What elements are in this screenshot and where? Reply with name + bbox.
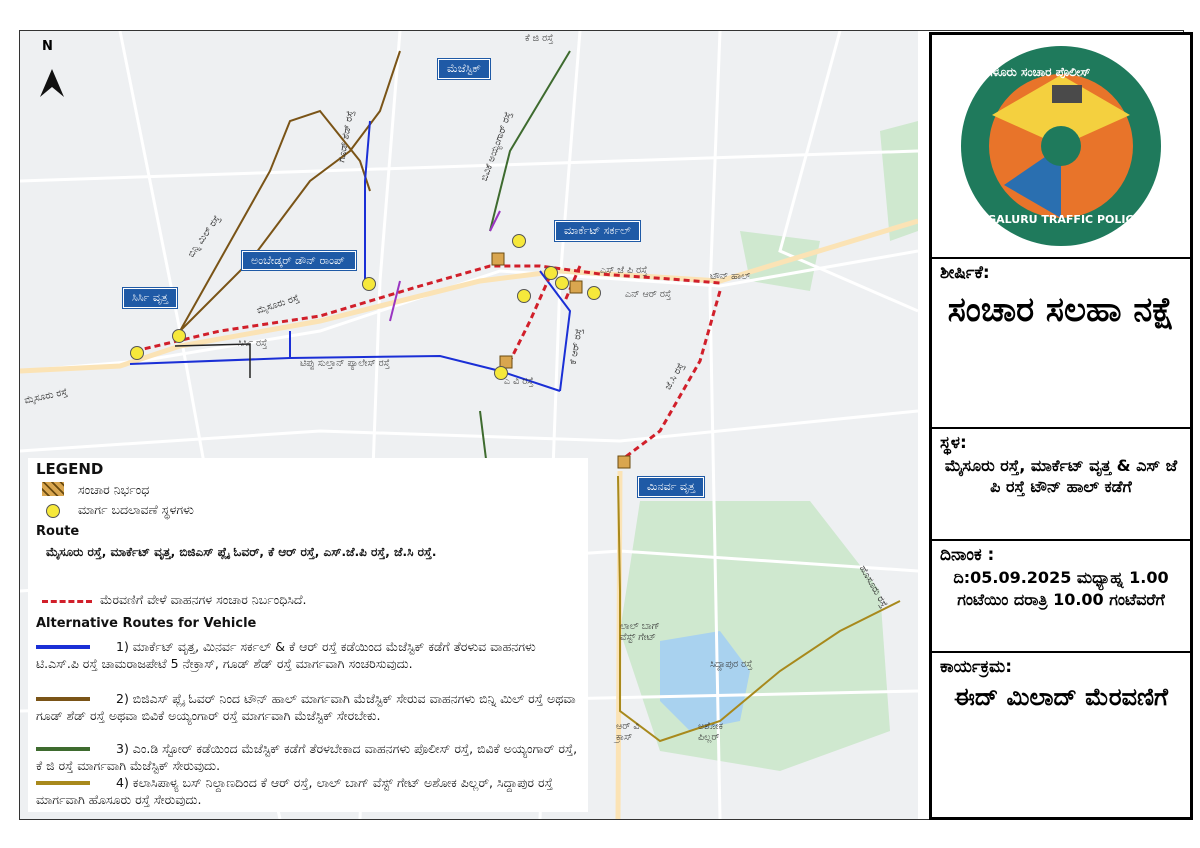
diversion-point[interactable]: [555, 276, 569, 290]
route-heading: Route: [36, 524, 80, 539]
legend: [28, 458, 588, 812]
route-text: ಮೈಸೂರು ರಸ್ತೆ, ಮಾರ್ಕೆಟ್ ವೃತ್ತ, ಬಿಜಿಎಸ್ ಪ್ಲೈ ಓವರ್, ಕೆ ಆರ್ ರಸ್ತೆ, ಎಸ್.ಜೆ.ಪಿ ರಸ್ತೆ, ಜೆ.ಸಿ ರಸ್ತೆ.: [46, 545, 437, 559]
legend-diversion: ಮಾರ್ಗ ಬದಲಾವಣೆ ಸ್ಥಳಗಳು: [78, 502, 194, 517]
callout-minerva[interactable]: ಮಿನರ್ವ ವೃತ್ತ: [638, 477, 704, 497]
alt-heading: Alternative Routes for Vehicle: [36, 616, 257, 631]
diversion-point[interactable]: [362, 277, 376, 291]
label-kr-road: ಕೆ ಆರ್ ರಸ್ತೆ: [567, 327, 585, 366]
event-value: ಈದ್ ಮಿಲಾದ್ ಮೆರವಣಿಗೆ: [954, 683, 1168, 711]
logo-text-top: ಬೆಂಗಳೂರು ಸಂಚಾರ ಪೊಲೀಸ್: [972, 65, 1091, 79]
label-sjp-road: ಎಸ್ ಜೆ ಪಿ ರಸ್ತೆ: [600, 265, 648, 276]
title-value: ಸಂಚಾರ ಸಲಹಾ ನಕ್ಷೆ: [947, 290, 1175, 330]
diversion-point[interactable]: [517, 289, 531, 303]
label-binny: ಬಿನ್ನಿ ಮಿಲ್ ರಸ್ತೆ: [185, 213, 223, 260]
label-mysuru-road: ಮೈಸೂರು ರಸ್ತೆ: [255, 292, 301, 317]
label-jc-road: ಜೆ.ಸಿ ರಸ್ತೆ: [662, 361, 687, 392]
logo-text-bottom: BENGALURU TRAFFIC POLICE: [962, 213, 1142, 226]
alt-route-item-2: 2) ಬಿಜಿಎಸ್ ಪ್ಲೈ ಓವರ್ ನಿಂದ ಟೌನ್ ಹಾಲ್ ಮಾರ್ಗವಾಗಿ ಮೆಜೆಸ್ಟಿಕ್ ಸೇರುವ ವಾಹನಗಳು ಬಿನ್ನಿ ಮಿಲ್ ರಸ್ತೆ ಅಥವಾ ಗೂಡ್ ಶೆಡ್ ರಸ್ತೆ ಅಥವಾ ಬಿವಿಕೆ ಅಯ್ಯಂಗಾರ್ ರಸ್ತೆ ಮಾರ್ಗವಾಗಿ ಮೆಜೆಸ್ಟಿಕ್ ಸೇರಬೇಕು.: [36, 691, 576, 723]
label-ashoka-pillar: ಅಶೋಕ ಪಿಲ್ಲರ್: [698, 721, 723, 743]
place-value: ಮೈಸೂರು ರಸ್ತೆ, ಮಾರ್ಕೆಟ್ ವೃತ್ತ & ಎಸ್ ಜೆ ಪಿ ರಸ್ತೆ ಟೌನ್ ಹಾಲ್ ಕಡೆಗೆ: [944, 456, 1178, 496]
callout-market-circle[interactable]: ಮಾರ್ಕೆಟ್ ಸರ್ಕಲ್: [555, 221, 640, 241]
label-sirsi-road: ಸಿರ್ಸಿ ರಸ್ತೆ: [238, 338, 268, 349]
north-label: N: [42, 39, 53, 54]
label-tipu: ಟಿಪ್ಪು ಸುಲ್ತಾನ್ ಪ್ಯಾಲೇಸ್ ರಸ್ತೆ: [300, 358, 390, 369]
label-kg-road: ಕೆ ಜಿ ರಸ್ತೆ: [525, 33, 554, 44]
callout-ambedkar[interactable]: ಅಂಬೇಡ್ಕರ್ ಡೌನ್ ರಾಂಪ್: [242, 251, 356, 270]
label-goods-shed: ಗೂಡ್ ಶೆಡ್ ರಸ್ತೆ: [336, 109, 357, 164]
title-label: ಶೀರ್ಷಿಕೆ:: [940, 263, 990, 283]
label-hosur: ಹೊಸೂರು ರಸ್ತೆ: [856, 563, 890, 610]
callout-majestic[interactable]: ಮೆಜೆಸ್ಟಿಕ್: [438, 59, 490, 79]
diversion-point[interactable]: [130, 346, 144, 360]
label-rv-road: ಆರ್ ವಿ ಕ್ರಾಸ್: [616, 721, 640, 743]
diversion-point[interactable]: [172, 329, 186, 343]
place-label: ಸ್ಥಳ:: [940, 433, 967, 453]
procession-icon: [42, 600, 92, 603]
place-section: [932, 427, 1190, 539]
gold-arrow-icon: [36, 781, 90, 785]
info-panel: [929, 32, 1193, 820]
legend-title: LEGEND: [36, 460, 104, 478]
label-town-hall: ಟೌನ್ ಹಾಲ್: [710, 271, 751, 282]
diversion-point[interactable]: [587, 286, 601, 300]
blue-arrow-icon: [36, 645, 90, 649]
brown-arrow-icon: [36, 697, 90, 701]
logo-section: [932, 35, 1190, 257]
legend-procession: ಮೆರವಣಿಗೆ ವೇಳೆ ವಾಹನಗಳ ಸಂಚಾರ ನಿರ್ಬಂಧಿಸಿದೆ.: [100, 592, 307, 607]
diversion-icon: [46, 504, 60, 518]
alt-route-item-1: 1) ಮಾರ್ಕೆಟ್ ವೃತ್ತ, ಮಿನರ್ವ ಸರ್ಕಲ್ & ಕೆ ಆರ್ ರಸ್ತೆ ಕಡೆಯಿಂದ ಮೆಜೆಸ್ಟಿಕ್ ಕಡೆಗೆ ತೆರಳುವ ವಾಹನಗಳು ಟಿ.ಎಸ್.ಪಿ ರಸ್ತೆ ಚಾಮರಾಜಪೇಟೆ 5 ನೇಕ್ರಾಸ್, ಗೂಡ್ ಶೆಡ್ ರಸ್ತೆ ಮಾರ್ಗವಾಗಿ ಸಂಚರಿಸುವುದು.: [36, 639, 536, 671]
label-lalbagh-gate: ಲಾಲ್ ಬಾಗ್ ವೆಸ್ಟ್ ಗೇಟ್: [620, 621, 660, 643]
alt-route-item-3: 3) ಎಂ.ಡಿ ಸ್ಟೋರ್ ಕಡೆಯಿಂದ ಮೆಜೆಸ್ಟಿಕ್ ಕಡೆಗೆ ತೆರಳಬೇಕಾದ ವಾಹನಗಳು ಪೊಲೀಸ್ ರಸ್ತೆ, ಬಿವಿಕೆ ಅಯ್ಯಂಗಾರ್ ರಸ್ತೆ, ಕೆ ಜಿ ರಸ್ತೆ ಮಾರ್ಗವಾಗಿ ಮೆಜೆಸ್ಟಿಕ್ ಸೇರುವುದು.: [36, 741, 578, 773]
green-arrow-icon: [36, 747, 90, 751]
event-label: ಕಾರ್ಯಕ್ರಮ:: [940, 657, 1012, 677]
label-nr-road: ಎನ್ ಆರ್ ರಸ್ತೆ: [625, 289, 672, 300]
alt-route-item-4: 4) ಕಲಾಸಿಪಾಳ್ಯ ಬಸ್ ನಿಲ್ದಾಣದಿಂದ ಕೆ ಆರ್ ರಸ್ತೆ, ಲಾಲ್ ಬಾಗ್ ವೆಸ್ಟ್ ಗೇಟ್ ಅಶೋಕ ಪಿಲ್ಲರ್, ಸಿದ್ದಾಪುರ ರಸ್ತೆ ಮಾರ್ಗವಾಗಿ ಹೊಸೂರು ರಸ್ತೆ ಸೇರುವುದು.: [36, 775, 553, 807]
callout-sirsi[interactable]: ಸಿರ್ಸಿ ವೃತ್ತ: [123, 288, 177, 308]
event-section: [932, 651, 1190, 817]
diversion-point[interactable]: [512, 234, 526, 248]
date-section: [932, 539, 1190, 651]
label-mysore-road: ಮೈಸೂರು ರಸ್ತೆ: [23, 386, 69, 407]
restriction-icon: [42, 482, 64, 496]
title-section: [932, 257, 1190, 427]
label-siddapura: ಸಿದ್ದಾಪುರ ರಸ್ತೆ: [710, 659, 753, 670]
legend-restriction: ಸಂಚಾರ ನಿರ್ಭಂಧ: [78, 482, 150, 497]
date-value: ದಿ:05.09.2025 ಮಧ್ಯಾಹ್ನ 1.00 ಗಂಟೆಯಿಂ ದರಾತ್ರಿ 10.00 ಗಂಟೆವರೆಗೆ: [953, 568, 1169, 609]
label-bvk: ಬಿವಿಕೆ ಅಯ್ಯಂಗಾರ್ ರಸ್ತೆ: [478, 110, 515, 183]
date-label: ದಿನಾಂಕ :: [940, 545, 995, 565]
label-av-road: ಎ ವಿ ರಸ್ತೆ: [504, 376, 534, 387]
